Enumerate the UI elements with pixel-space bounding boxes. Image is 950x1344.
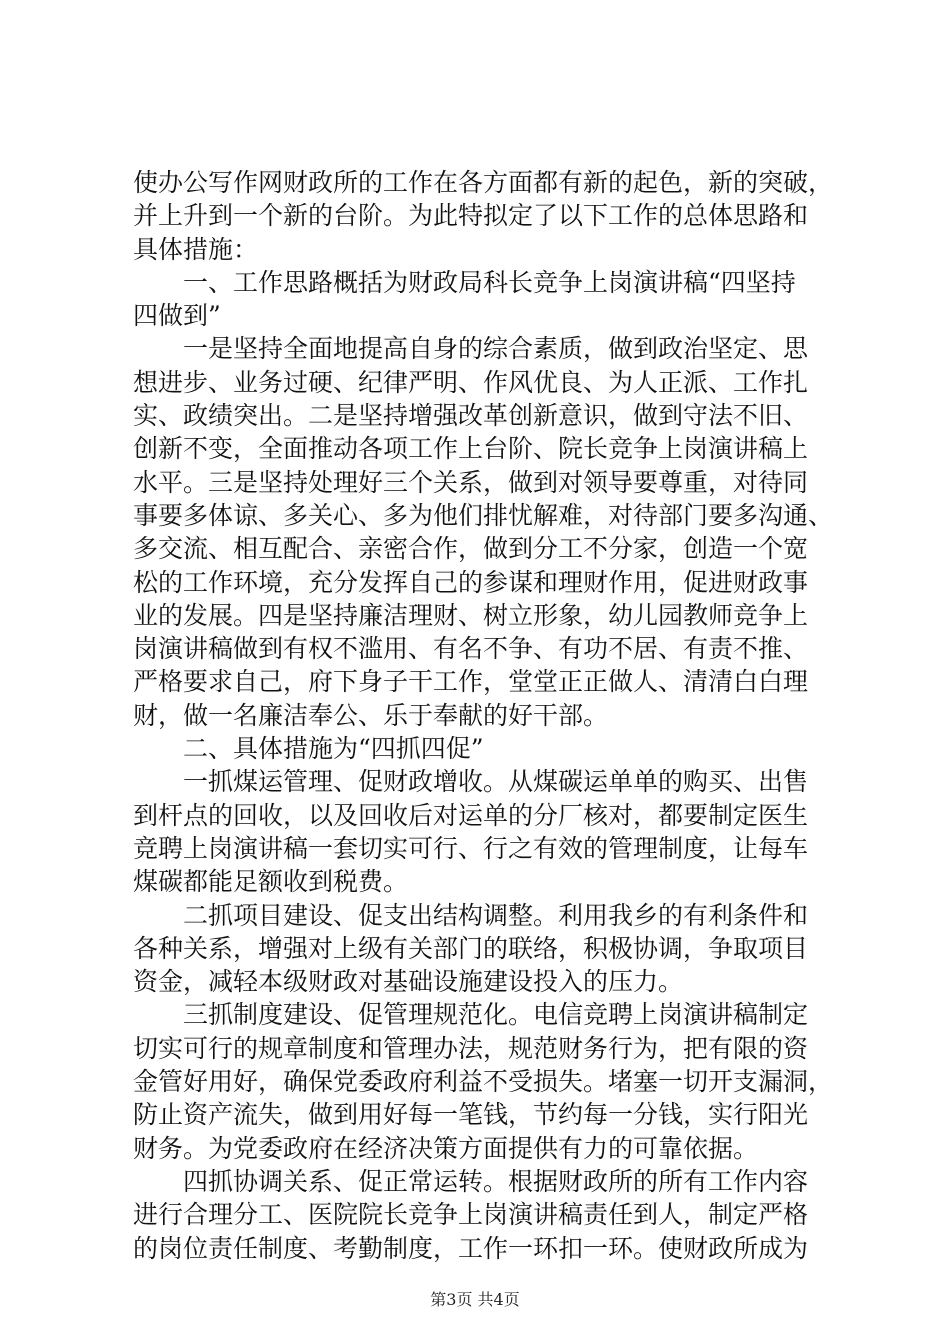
text-line: 财，做一名廉洁奉公、乐于奉献的好干部。 — [133, 700, 609, 730]
text-line: 一是坚持全面地提高自身的综合素质，做到政治坚定、思 — [183, 334, 809, 364]
text-line: 想进步、业务过硬、纪律严明、作风优良、为人正派、工作扎 — [133, 367, 809, 397]
document-body — [133, 166, 834, 1265]
text-line: 并上升到一个新的台阶。为此特拟定了以下工作的总体思路和 — [133, 201, 809, 231]
text-line: 水平。三是坚持处理好三个关系，做到对领导要尊重，对待同 — [133, 467, 809, 497]
text-line: 资金，减轻本级财政对基础设施建设投入的压力。 — [133, 967, 684, 997]
page-footer: 第3页 共4页 — [430, 1290, 520, 1309]
text-line: 创新不变，全面推动各项工作上台阶、院长竞争上岗演讲稿上 — [133, 434, 809, 464]
text-line: 三抓制度建设、促管理规范化。电信竞聘上岗演讲稿制定 — [183, 1000, 809, 1030]
text-line: 一抓煤运管理、促财政增收。从煤碳运单单的购买、出售 — [183, 767, 809, 797]
text-line: 使办公写作网财政所的工作在各方面都有新的起色，新的突破， — [133, 168, 834, 197]
text-line: 金管好用好，确保党委政府利益不受损失。堵塞一切开支漏洞， — [133, 1067, 834, 1097]
text-line: 实、政绩突出。二是坚持增强改革创新意识，做到守法不旧、 — [133, 401, 809, 431]
text-line: 四抓协调关系、促正常运转。根据财政所的所有工作内容 — [183, 1166, 809, 1196]
text-line: 严格要求自己，府下身子干工作，堂堂正正做人、清清白白理 — [133, 667, 809, 697]
text-line: 切实可行的规章制度和管理办法，规范财务行为，把有限的资 — [133, 1033, 809, 1063]
text-line: 二、具体措施为“四抓四促” — [183, 734, 484, 764]
text-line: 多交流、相互配合、亲密合作，做到分工不分家，创造一个宽 — [133, 534, 809, 564]
text-line: 竞聘上岗演讲稿一套切实可行、行之有效的管理制度，让每车 — [133, 833, 809, 863]
text-line: 一、工作思路概括为财政局科长竞争上岗演讲稿“四坚持 — [183, 267, 796, 297]
text-line: 防止资产流失，做到用好每一笔钱，节约每一分钱，实行阳光 — [133, 1100, 809, 1130]
text-line: 煤碳都能足额收到税费。 — [133, 867, 409, 897]
text-line: 具体措施： — [133, 234, 259, 264]
text-line: 进行合理分工、医院院长竞争上岗演讲稿责任到人，制定严格 — [133, 1200, 809, 1230]
text-line: 的岗位责任制度、考勤制度，工作一环扣一环。使财政所成为 — [133, 1233, 809, 1263]
text-line: 事要多体谅、多关心、多为他们排忧解难，对待部门要多沟通、 — [133, 500, 834, 530]
text-line: 各种关系，增强对上级有关部门的联络，积极协调，争取项目 — [133, 933, 809, 963]
text-line: 岗演讲稿做到有权不滥用、有名不争、有功不居、有责不推、 — [133, 634, 809, 664]
text-line: 到杆点的回收，以及回收后对运单的分厂核对，都要制定医生 — [133, 800, 809, 830]
text-line: 业的发展。四是坚持廉洁理财、树立形象，幼儿园教师竞争上 — [133, 600, 809, 630]
text-line: 四做到” — [133, 301, 221, 331]
text-line: 松的工作环境，充分发挥自己的参谋和理财作用，促进财政事 — [133, 567, 809, 597]
text-line: 财务。为党委政府在经济决策方面提供有力的可靠依据。 — [133, 1133, 759, 1163]
text-line: 二抓项目建设、促支出结构调整。利用我乡的有利条件和 — [183, 900, 809, 930]
